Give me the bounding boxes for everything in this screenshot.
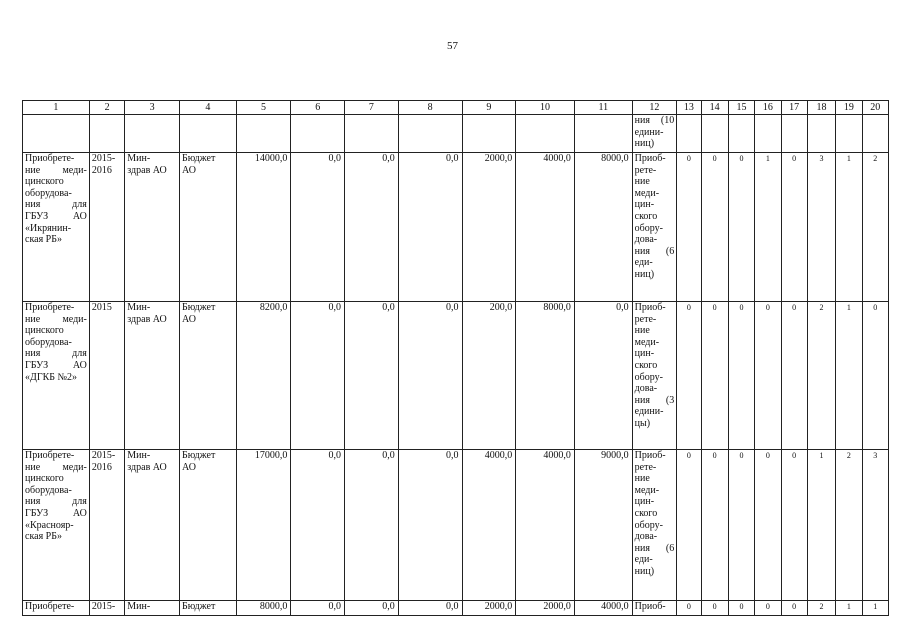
amount-cell: 2000,0 — [462, 601, 516, 616]
indicator-cell: 3 — [862, 450, 888, 601]
table-row — [23, 153, 889, 302]
cell-line: Мин- — [127, 153, 151, 164]
indicator-cell: 0 — [701, 450, 728, 601]
cell-line: АО — [181, 313, 196, 325]
table-cell — [291, 115, 345, 153]
amount-cell: 0,0 — [398, 450, 462, 601]
table-cell — [462, 115, 516, 153]
table-cell — [236, 115, 291, 153]
column-header: 16 — [755, 101, 781, 115]
column-header: 10 — [516, 101, 575, 115]
cell-line: ниц) — [634, 268, 655, 280]
cell-line: Мин- — [127, 601, 151, 612]
table-cell — [701, 115, 728, 153]
cell-line: здрав АО — [127, 313, 167, 325]
amount-cell: 0,0 — [574, 302, 632, 450]
amount-cell: 0,0 — [345, 450, 399, 601]
cell-line: АО — [181, 461, 196, 473]
cell-line: ния для — [25, 496, 87, 508]
column-header: 4 — [179, 101, 236, 115]
cell-line: дова- — [634, 234, 658, 246]
indicator-cell: 0 — [728, 153, 754, 302]
cell-line: Приоб- — [634, 153, 666, 164]
source-cell — [179, 302, 236, 450]
cell-line: ние меди- — [25, 164, 87, 176]
amount-cell: 0,0 — [291, 450, 345, 601]
amount-cell: 8000,0 — [574, 153, 632, 302]
indicator-cell: 0 — [701, 153, 728, 302]
period-cell — [89, 450, 124, 601]
cell-line: рете- — [634, 313, 657, 325]
cell-line: дова- — [634, 383, 658, 395]
amount-cell: 0,0 — [398, 302, 462, 450]
cell-line: Приоб- — [634, 302, 666, 313]
cell-line: оборудова- — [25, 336, 72, 348]
indicator-cell: 2 — [836, 450, 862, 601]
amount-cell: 8000,0 — [236, 601, 291, 616]
amount-cell: 2000,0 — [462, 153, 516, 302]
amount-cell: 0,0 — [345, 153, 399, 302]
cell-line: цин- — [634, 199, 655, 211]
indicator-cell: 0 — [677, 450, 701, 601]
measure-name-cell — [23, 601, 90, 616]
cell-line: меди- — [634, 484, 660, 496]
cell-line: цин- — [634, 348, 655, 360]
cell-line: 2016 — [91, 164, 112, 176]
cell-line: обору- — [634, 519, 663, 531]
table-cell — [23, 115, 90, 153]
period-cell — [89, 302, 124, 450]
amount-cell: 8200,0 — [236, 302, 291, 450]
cell-line: еди- — [634, 554, 653, 566]
table-cell — [345, 115, 399, 153]
executor-cell — [125, 601, 180, 616]
table-cell — [781, 115, 807, 153]
cell-line: «Икрянин- — [25, 222, 72, 234]
amount-cell: 14000,0 — [236, 153, 291, 302]
cell-line: ГБУЗ АО — [25, 210, 87, 222]
amount-cell: 4000,0 — [462, 450, 516, 601]
cell-line: Приоб- — [634, 450, 666, 461]
indicator-cell: 1 — [755, 153, 781, 302]
cell-line: ние меди- — [25, 313, 87, 325]
cell-line: АО — [181, 164, 196, 176]
cell-line: рете- — [634, 461, 657, 473]
continuation-row — [23, 115, 889, 153]
table-cell — [728, 115, 754, 153]
indicator-cell: 0 — [781, 153, 807, 302]
table-cell — [677, 115, 701, 153]
cell-line: обору- — [634, 371, 663, 383]
cell-line: дова- — [634, 531, 658, 543]
indicator-cell: 0 — [677, 302, 701, 450]
indicator-cell: 1 — [807, 450, 835, 601]
cell-line: Бюджет — [181, 153, 216, 164]
cell-line: ниц) — [634, 565, 655, 577]
indicator-cell: 0 — [755, 601, 781, 616]
cell-line: Приоб- — [634, 601, 666, 612]
cell-line: меди- — [634, 187, 660, 199]
cell-line: Приобрете- — [25, 153, 75, 164]
cell-line: ния (10 — [634, 115, 675, 126]
budget-table — [22, 100, 889, 616]
column-header: 2 — [89, 101, 124, 115]
page-number: 57 — [447, 40, 458, 52]
indicator-cell: 0 — [862, 302, 888, 450]
cell-line: 2016 — [91, 461, 112, 473]
column-header: 1 — [23, 101, 90, 115]
period-cell — [89, 153, 124, 302]
cell-line: 2015- — [91, 153, 116, 164]
cell-line: ние меди- — [25, 461, 87, 473]
cell-line: «Краснояр- — [25, 519, 74, 531]
cell-line: оборудова- — [25, 484, 72, 496]
cell-line: 2015- — [91, 601, 116, 612]
cell-line: ского — [634, 359, 658, 371]
indicator-cell: 0 — [701, 302, 728, 450]
cell-line: оборудова- — [25, 187, 72, 199]
cell-line: ГБУЗ АО — [25, 359, 87, 371]
column-header: 6 — [291, 101, 345, 115]
column-header: 15 — [728, 101, 754, 115]
column-header: 9 — [462, 101, 516, 115]
result-cell — [632, 450, 677, 601]
table-cell — [89, 115, 124, 153]
table-cell — [755, 115, 781, 153]
executor-cell — [125, 302, 180, 450]
cell-line: «ДГКБ №2» — [25, 371, 78, 383]
cell-line: ниц) — [634, 138, 655, 150]
source-cell — [179, 450, 236, 601]
indicator-cell: 0 — [728, 601, 754, 616]
table-cell — [398, 115, 462, 153]
source-cell — [179, 601, 236, 616]
cell-line: цинского — [25, 325, 64, 337]
amount-cell: 9000,0 — [574, 450, 632, 601]
cell-line: ние — [634, 325, 650, 337]
column-header: 12 — [632, 101, 677, 115]
measure-name-cell — [23, 302, 90, 450]
amount-cell: 4000,0 — [516, 153, 575, 302]
table-cell — [125, 115, 180, 153]
cell-line: ние — [634, 473, 650, 485]
cell-line: Мин- — [127, 302, 151, 313]
executor-cell — [125, 450, 180, 601]
column-header: 11 — [574, 101, 632, 115]
indicator-cell: 0 — [755, 302, 781, 450]
indicator-cell: 0 — [701, 601, 728, 616]
column-header: 13 — [677, 101, 701, 115]
amount-cell: 0,0 — [398, 601, 462, 616]
cell-line: Приобрете- — [25, 601, 75, 612]
executor-cell — [125, 153, 180, 302]
cell-line: ние — [634, 176, 650, 188]
cell-line: цинского — [25, 176, 64, 188]
cell-line: ского — [634, 507, 658, 519]
cell-line: ния (6 — [634, 542, 675, 554]
cell-line: Бюджет — [181, 302, 216, 313]
cell-line: меди- — [634, 336, 660, 348]
cell-line: ская РБ» — [25, 234, 62, 246]
cell-line: ния (6 — [634, 245, 675, 257]
table-cell — [179, 115, 236, 153]
column-header: 3 — [125, 101, 180, 115]
table-cell — [516, 115, 575, 153]
column-header: 19 — [836, 101, 862, 115]
indicator-cell: 0 — [728, 450, 754, 601]
cell-line: ния для — [25, 199, 87, 211]
result-cell — [632, 302, 677, 450]
cell-line: цинского — [25, 473, 64, 485]
column-header: 18 — [807, 101, 835, 115]
cell-line: едини- — [634, 406, 664, 418]
indicator-cell: 2 — [807, 601, 835, 616]
cell-line: едини- — [634, 126, 664, 138]
column-header: 7 — [345, 101, 399, 115]
cell-line: 2015 — [91, 302, 112, 313]
result-cell — [632, 115, 677, 153]
indicator-cell: 1 — [862, 601, 888, 616]
indicator-cell: 1 — [836, 153, 862, 302]
table-cell — [862, 115, 888, 153]
amount-cell: 0,0 — [291, 601, 345, 616]
column-header: 14 — [701, 101, 728, 115]
measure-name-cell — [23, 153, 90, 302]
cell-line: здрав АО — [127, 164, 167, 176]
indicator-cell: 1 — [836, 302, 862, 450]
cell-line: 2015- — [91, 450, 116, 461]
indicator-cell: 0 — [728, 302, 754, 450]
table-row — [23, 450, 889, 601]
column-header: 17 — [781, 101, 807, 115]
cell-line: ГБУЗ АО — [25, 507, 87, 519]
cell-line: ская РБ» — [25, 531, 62, 543]
cell-line: ния (3 — [634, 394, 675, 406]
table-cell — [574, 115, 632, 153]
cell-line: Приобрете- — [25, 450, 75, 461]
amount-cell: 0,0 — [398, 153, 462, 302]
header-row — [23, 101, 889, 115]
cell-line: цин- — [634, 496, 655, 508]
measure-name-cell — [23, 450, 90, 601]
cell-line: ского — [634, 210, 658, 222]
cell-line: обору- — [634, 222, 663, 234]
amount-cell: 4000,0 — [516, 450, 575, 601]
indicator-cell: 0 — [781, 601, 807, 616]
cell-line: Бюджет — [181, 601, 216, 612]
cell-line: Приобрете- — [25, 302, 75, 313]
result-cell — [632, 153, 677, 302]
amount-cell: 0,0 — [345, 302, 399, 450]
table-cell — [807, 115, 835, 153]
column-header: 20 — [862, 101, 888, 115]
amount-cell: 0,0 — [291, 153, 345, 302]
amount-cell: 0,0 — [291, 302, 345, 450]
amount-cell: 17000,0 — [236, 450, 291, 601]
indicator-cell: 1 — [836, 601, 862, 616]
indicator-cell: 2 — [862, 153, 888, 302]
table-row — [23, 302, 889, 450]
amount-cell: 8000,0 — [516, 302, 575, 450]
table-row — [23, 601, 889, 616]
period-cell — [89, 601, 124, 616]
indicator-cell: 0 — [781, 450, 807, 601]
cell-line: Мин- — [127, 450, 151, 461]
column-header: 5 — [236, 101, 291, 115]
cell-line: Бюджет — [181, 450, 216, 461]
amount-cell: 0,0 — [345, 601, 399, 616]
amount-cell: 200,0 — [462, 302, 516, 450]
cell-line: ния для — [25, 348, 87, 360]
cell-line: рете- — [634, 164, 657, 176]
indicator-cell: 0 — [677, 601, 701, 616]
cell-line: цы) — [634, 417, 651, 429]
table-cell — [836, 115, 862, 153]
amount-cell: 4000,0 — [574, 601, 632, 616]
column-header: 8 — [398, 101, 462, 115]
cell-line: здрав АО — [127, 461, 167, 473]
indicator-cell: 0 — [781, 302, 807, 450]
source-cell — [179, 153, 236, 302]
indicator-cell: 3 — [807, 153, 835, 302]
cell-line: еди- — [634, 257, 653, 269]
indicator-cell: 0 — [755, 450, 781, 601]
indicator-cell: 0 — [677, 153, 701, 302]
indicator-cell: 2 — [807, 302, 835, 450]
result-cell — [632, 601, 677, 616]
amount-cell: 2000,0 — [516, 601, 575, 616]
